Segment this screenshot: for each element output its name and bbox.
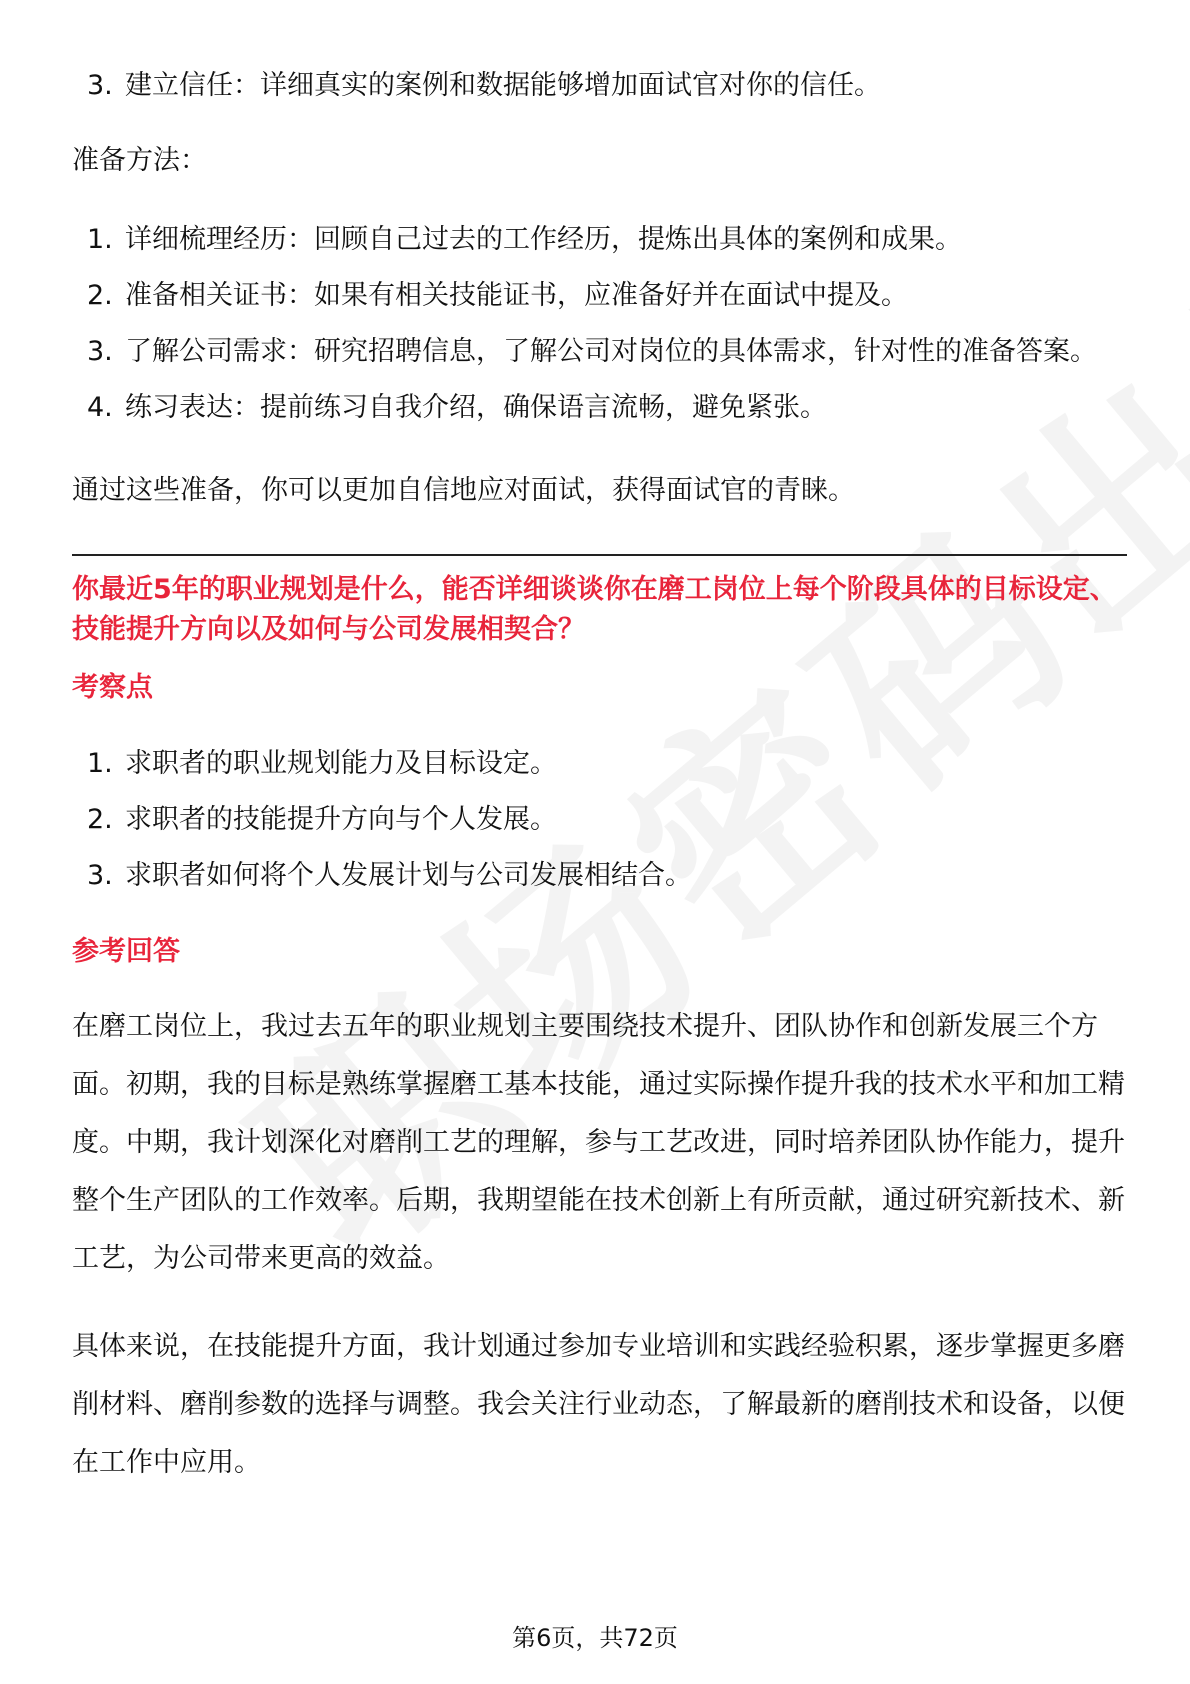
list-item (72, 58, 1127, 114)
exam-list (72, 736, 1127, 904)
answer-heading: 参考回答 (72, 936, 180, 967)
list-text: 求职者如何将个人发展计划与公司发展相结合。 (125, 860, 692, 891)
list-number: 2. (87, 280, 113, 311)
page-footer: 第6页，共72页 (512, 1624, 678, 1652)
list-text: 详细梳理经历：回顾自己过去的工作经历，提炼出具体的案例和成果。 (125, 224, 962, 255)
list-text: 求职者的职业规划能力及目标设定。 (125, 748, 557, 779)
list-item (72, 380, 1127, 436)
exam-points-heading: 考察点 (72, 672, 153, 703)
list-item (72, 736, 1127, 792)
list-number: 2. (87, 804, 113, 835)
list-item (72, 212, 1127, 268)
list-number: 3. (87, 860, 113, 891)
answer-paragraph: 具体来说，在技能提升方面，我计划通过参加专业培训和实践经验积累，逐步掌握更多磨削材料、磨削参数的选择与调整。我会关注行业动态，了解最新的磨削技术和设备，以便在工作中应用。 (72, 1331, 1125, 1478)
list-number: 4. (87, 392, 113, 423)
prep-summary: 通过这些准备，你可以更加自信地应对面试，获得面试官的青睐。 (72, 475, 855, 506)
list-item (72, 792, 1127, 848)
question-heading: 你最近5年的职业规划是什么，能否详细谈谈你在磨工岗位上每个阶段具体的目标设定、技能提升方向以及如何与公司发展相契合？ (72, 574, 1117, 645)
list-number: 3. (87, 70, 113, 101)
list-number: 1. (87, 748, 113, 779)
list-text: 准备相关证书：如果有相关技能证书，应准备好并在面试中提及。 (125, 280, 908, 311)
list-text: 了解公司需求：研究招聘信息，了解公司对岗位的具体需求，针对性的准备答案。 (125, 336, 1097, 367)
list-text: 求职者的技能提升方向与个人发展。 (125, 804, 557, 835)
page-content (72, 58, 1127, 1492)
list-item (72, 268, 1127, 324)
list-item (72, 848, 1127, 904)
answer-paragraph: 在磨工岗位上，我过去五年的职业规划主要围绕技术提升、团队协作和创新发展三个方面。初期，我的目标是熟练掌握磨工基本技能，通过实际操作提升我的技术水平和加工精度。中期，我计划深化对磨削工艺的理解，参与工艺改进，同时培养团队协作能力，提升整个生产团队的工作效率。后期，我期望能在技术创新上有所贡献，通过研究新技术、新工艺，为公司带来更高的效益。 (72, 1011, 1125, 1274)
prep-heading: 准备方法： (72, 145, 207, 176)
list-text: 练习表达：提前练习自我介绍，确保语言流畅，避免紧张。 (125, 392, 827, 423)
prep-list (72, 212, 1127, 436)
top-list (72, 58, 1127, 114)
list-text: 建立信任：详细真实的案例和数据能够增加面试官对你的信任。 (125, 70, 881, 101)
list-number: 3. (87, 336, 113, 367)
list-number: 1. (87, 224, 113, 255)
list-item (72, 324, 1127, 380)
